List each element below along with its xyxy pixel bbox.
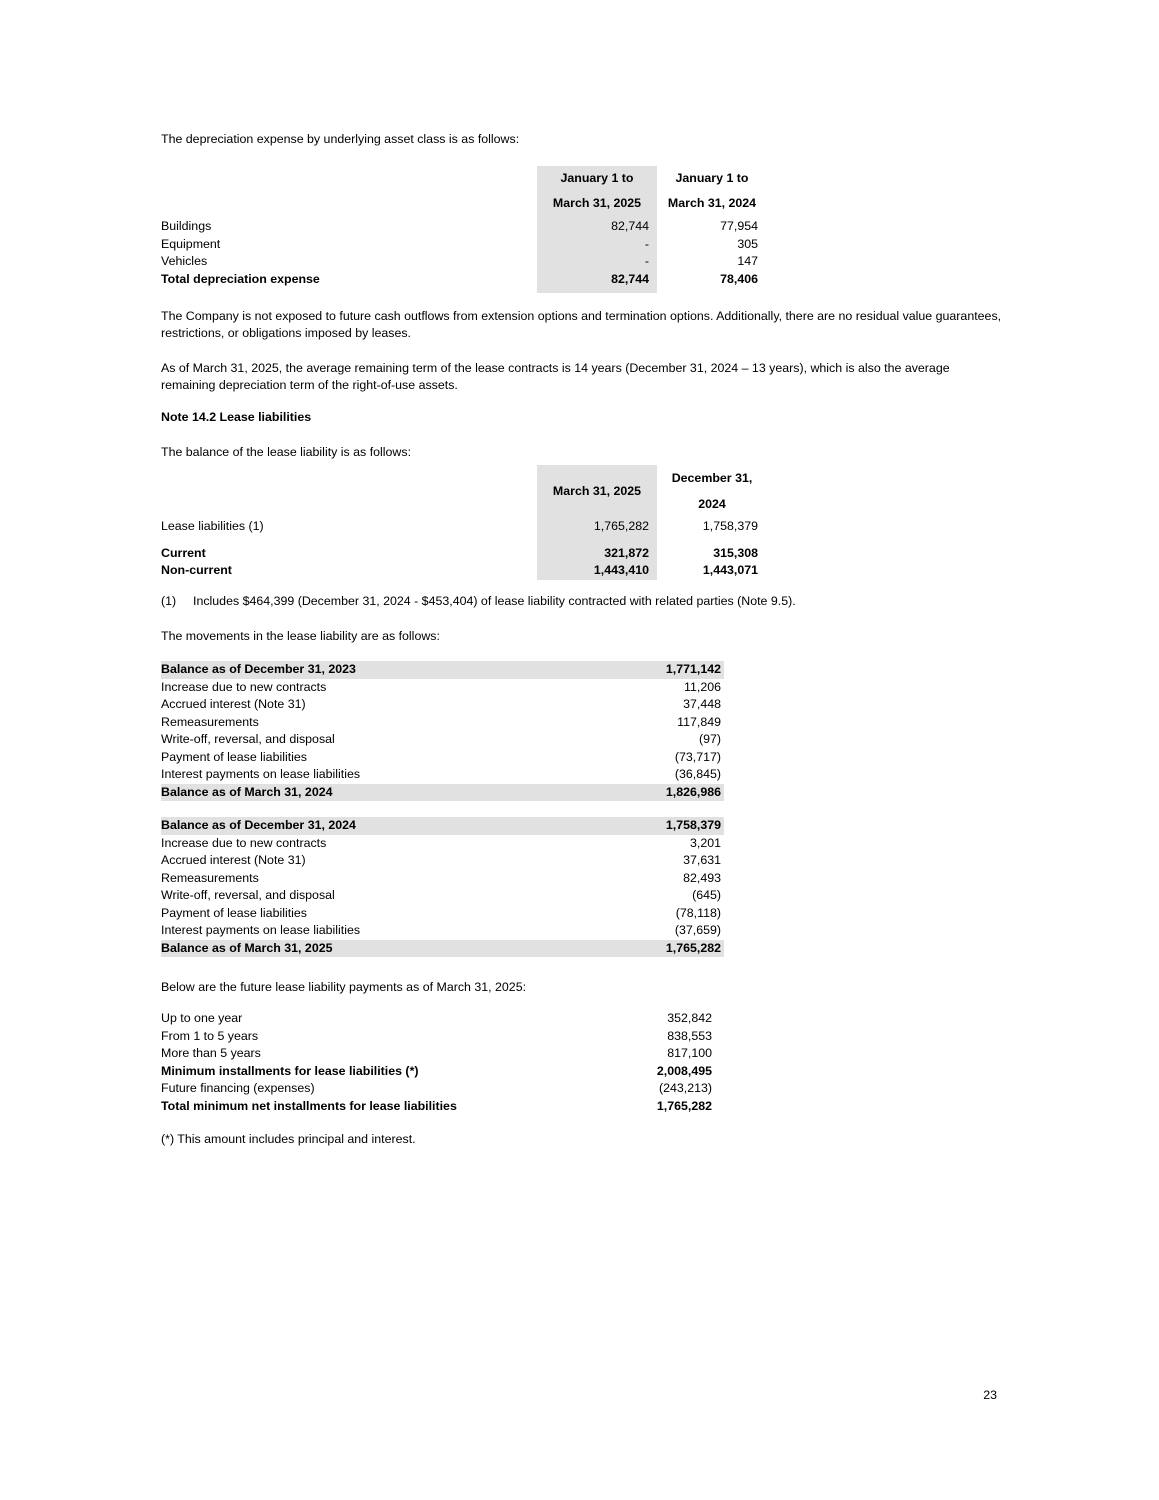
future-payments-table [161, 1010, 724, 1115]
row-label: Vehicles [161, 254, 208, 268]
table-row-balance [161, 661, 724, 679]
row-label: Remeasurements [161, 870, 259, 885]
row-label: More than 5 years [161, 1046, 261, 1060]
row-value-2025: 1,443,410 [593, 563, 649, 577]
column-header-dec-2024: December 31, 2024 [671, 471, 753, 511]
future-payments-intro-paragraph: Below are the future lease liability payments as of March 31, 2025: [161, 980, 527, 994]
footnote-text: Includes $464,399 (December 31, 2024 - $453,404) of lease liability contracted with related parties (Note 9.5). [193, 594, 796, 608]
note-heading: Note 14.2 Lease liabilities [161, 410, 312, 424]
row-label: Minimum installments for lease liabilities (*) [161, 1063, 419, 1078]
movements-table-2024 [161, 661, 724, 801]
row-value: 117,849 [677, 714, 721, 729]
column-header-mar-2025: March 31, 2025 [552, 484, 642, 498]
row-label: Lease liabilities (1) [161, 519, 264, 533]
row-label: Balance as of March 31, 2025 [161, 940, 333, 955]
row-label: Up to one year [161, 1011, 243, 1025]
table-row [161, 562, 762, 580]
balance-table [161, 465, 762, 580]
row-label: Remeasurements [161, 714, 259, 729]
page-number: 23 [983, 1388, 997, 1402]
row-value-2024: 1,443,071 [702, 563, 758, 577]
row-value: 1,758,379 [665, 818, 721, 832]
table-row [161, 696, 724, 714]
table-row [161, 749, 724, 767]
row-value: 1,765,282 [656, 1098, 712, 1113]
column-header-2024: January 1 to March 31, 2024 [667, 171, 757, 210]
row-label: Increase due to new contracts [161, 835, 327, 850]
footnote-marker: (1) [161, 594, 177, 608]
row-label: Accrued interest (Note 31) [161, 697, 306, 711]
column-header-2025: January 1 to March 31, 2025 [552, 171, 642, 210]
table-row [161, 545, 762, 563]
row-value: 37,631 [683, 853, 721, 867]
footnote-1 [161, 593, 1003, 610]
table-row-balance [161, 817, 724, 835]
table-row [161, 236, 762, 254]
row-label: Balance as of March 31, 2024 [161, 784, 333, 799]
row-label: Payment of lease liabilities [161, 905, 308, 920]
row-value: 838,553 [667, 1028, 712, 1043]
row-label: Total depreciation expense [161, 271, 320, 286]
row-value-2024: 305 [737, 236, 758, 251]
row-label: Equipment [161, 236, 221, 251]
row-label: Future financing (expenses) [161, 1081, 315, 1095]
row-value: (243,213) [658, 1081, 712, 1095]
row-value: (36,845) [674, 767, 721, 781]
row-value: 3,201 [689, 835, 721, 850]
balance-table-header [161, 465, 762, 518]
balance-intro-paragraph: The balance of the lease liability is as follows: [161, 445, 412, 459]
row-label: From 1 to 5 years [161, 1028, 259, 1043]
row-value: 1,765,282 [665, 940, 721, 955]
row-label: Balance as of December 31, 2023 [161, 662, 356, 676]
table-row [161, 714, 724, 732]
table-row [161, 1028, 724, 1046]
row-value-2025: 82,744 [611, 271, 649, 286]
row-value-2024: 78,406 [720, 271, 758, 286]
row-label: Current [161, 545, 206, 560]
depreciation-table-header [161, 166, 762, 216]
row-value: (73,717) [674, 749, 721, 764]
row-value: (37,659) [674, 923, 721, 937]
row-value: (645) [692, 888, 721, 902]
table-row [161, 679, 724, 697]
row-value-2025: 1,765,282 [593, 519, 649, 533]
row-value: 11,206 [684, 679, 721, 694]
table-row-total [161, 1098, 724, 1116]
table-row [161, 766, 724, 784]
row-value: 817,100 [667, 1046, 712, 1060]
depreciation-intro-paragraph: The depreciation expense by underlying asset class is as follows: [161, 132, 520, 146]
row-value-2024: 315,308 [713, 545, 758, 560]
row-label: Total minimum net installments for lease liabilities [161, 1098, 457, 1113]
row-label: Balance as of December 31, 2024 [161, 818, 356, 832]
table-row [161, 1010, 724, 1028]
row-value: 37,448 [683, 697, 721, 711]
row-value-2025: - [644, 236, 649, 251]
row-value-2024: 1,758,379 [702, 519, 758, 533]
no-exposure-paragraph: The Company is not exposed to future cash outflows from extension options and termination options. Additionally, there are no residual value guarantees, restrictions, or obligations imposed by leases. [161, 309, 1002, 340]
table-row [161, 852, 724, 870]
table-row-total [161, 271, 762, 289]
row-value: 2,008,495 [656, 1063, 712, 1078]
table-row [161, 835, 724, 853]
table-row-balance [161, 940, 724, 958]
movements-table-2025 [161, 817, 724, 957]
table-row [161, 887, 724, 905]
table-row [161, 870, 724, 888]
depreciation-table [161, 166, 762, 293]
row-value: (78,118) [675, 905, 721, 920]
row-value: 1,826,986 [665, 784, 721, 799]
row-value: 1,771,142 [665, 662, 721, 676]
row-value: 352,842 [667, 1011, 712, 1025]
row-value-2025: 321,872 [604, 545, 649, 560]
row-value-2024: 77,954 [720, 219, 758, 233]
row-label: Write-off, reversal, and disposal [161, 888, 335, 902]
row-value: 82,493 [683, 870, 721, 885]
row-label: Payment of lease liabilities [161, 749, 308, 764]
remaining-term-paragraph: As of March 31, 2025, the average remaining term of the lease contracts is 14 years (December 31, 2024 – 13 years), which is also the average remaining depreciation term of the right-of-use assets. [161, 361, 950, 392]
movements-intro-paragraph: The movements in the lease liability are as follows: [161, 629, 440, 643]
table-row [161, 1080, 724, 1098]
table-row [161, 731, 724, 749]
row-label: Non-current [161, 563, 232, 577]
table-row-subtotal [161, 1063, 724, 1081]
row-label: Write-off, reversal, and disposal [161, 732, 335, 746]
row-label: Increase due to new contracts [161, 679, 327, 694]
table-row-balance [161, 784, 724, 802]
row-label: Accrued interest (Note 31) [161, 853, 306, 867]
table-row [161, 218, 762, 236]
row-value-2024: 147 [737, 254, 758, 268]
table-row [161, 922, 724, 940]
footnote-star: (*) This amount includes principal and interest. [161, 1132, 416, 1146]
row-label: Interest payments on lease liabilities [161, 923, 361, 937]
row-label: Interest payments on lease liabilities [161, 767, 361, 781]
row-label: Buildings [161, 219, 212, 233]
row-value-2025: - [644, 254, 649, 268]
table-row [161, 905, 724, 923]
table-row [161, 518, 762, 536]
table-row [161, 253, 762, 271]
row-value-2025: 82,744 [611, 219, 649, 233]
row-value: (97) [698, 732, 721, 746]
table-row [161, 1045, 724, 1063]
